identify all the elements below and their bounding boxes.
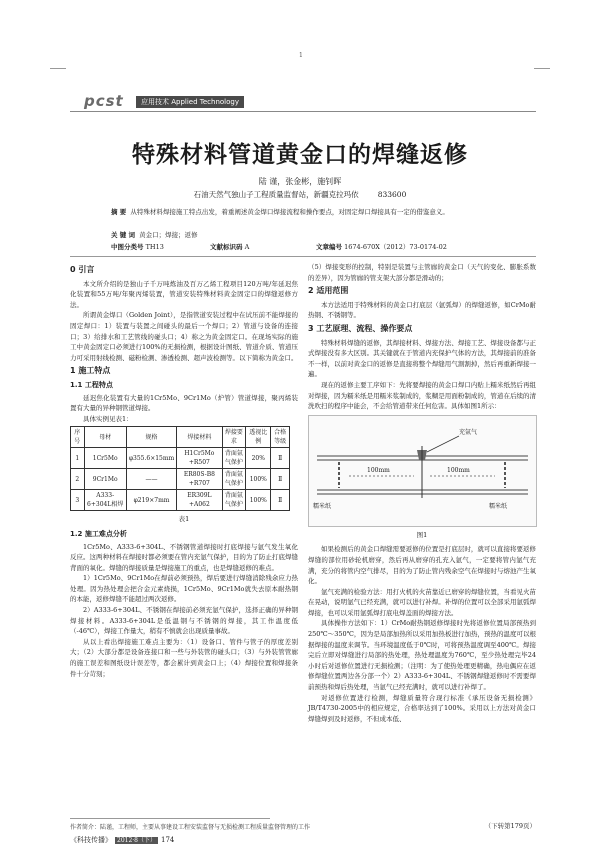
table-header: 焊接材料 bbox=[177, 427, 222, 448]
paragraph: 对返修位置进行检测，焊缝质量符合现行标准《承压设备无损检测》JB/T4730-2005中的相应规定，合格率达到了100%。采用以上方法对黄金口焊缝焊到及时返修，不但成本低、 bbox=[308, 693, 536, 723]
article-authors: 陆 谨，张金彬，施钊晖 bbox=[258, 177, 342, 186]
fig-label-dim-right: 100mm bbox=[447, 466, 470, 474]
paragraph: 特殊材料焊缝的返修，其焊接材料、焊接方法、焊接工艺、焊接设备都与正式焊接没有多大区别。其关键就在于管道内充保护气体的方法，其焊接前的准备不一样，以前对黄金口的返修是直接将整个焊缝用气割割掉，然后再重新焊接一遍。 bbox=[308, 338, 536, 379]
figure-pipe-diagram bbox=[308, 415, 537, 527]
abstract-divider bbox=[70, 256, 536, 257]
paragraph: 从以上看出焊接施工难点主要为：（1）设备口、管件与管子的厚度差别大；（2）大部分都是设备连接口和一些与外装管的碰头口；（3）与外装管管廊的施工误差和图纸设计误差等，都会累计到黄金口上；（4）焊接位置和焊接条件十分苛刻； bbox=[70, 637, 298, 678]
author-footnote: 作者简介：陆谨，工程师，主要从事建设工程安装监督与无损检测工程质量监督管理的工作 bbox=[70, 824, 311, 831]
table-header: 规格 bbox=[126, 427, 176, 448]
issue-badge: 2012·8（下） bbox=[117, 837, 156, 844]
paragraph: 1Cr5Mo、A333-6+304L、不锈钢管道焊接时打底焊接与氩气发生氧化反应。这两种材料在焊接时都必须要在管内充氩气保护，目的为了防止打底焊缝背面的氧化。焊缝的焊接质量是焊接施工的重点，也是焊缝返修的难点。 bbox=[70, 542, 298, 572]
paragraph: 所谓黄金焊口（Golden Joint），是指管道安装过程中在试压前不能焊接的固定焊口：1）装置与装置之间碰头的最后一个焊口；2）管道与设备的连接口；3）给排水和工艺管线的碰头口；4）称之为黄金固定口。在现场实际的施工中黄金固定口必须进行100%的无损检测，根据设计图纸、管道介质、管道压力可采用射线检测、磁粉检测、渗透检测、超声波检测等。以下简称为黄金口。 bbox=[70, 311, 298, 362]
table-row: 3 A333-6+304L相焊 φ219×7mm ER309L +A062 背面氩气保护 100% Ⅱ bbox=[71, 490, 290, 511]
table-header: 合格等级 bbox=[271, 427, 290, 448]
abstract-text: 从特殊材料焊接施工特点出发，着重阐述黄金焊口焊接流程和操作要点，对固定焊口焊接具有一定的借鉴意义。 bbox=[130, 208, 449, 216]
paragraph: 氩气充满的检验方法：用打火机的火苗靠近已磨穿的焊缝位置，当看见火苗在晃动，说明氩气已经充满，就可以进行补焊。补焊的位置可以全部采用氩弧焊焊接，也可以采用氩弧焊打底电焊盖面的焊接方法。 bbox=[308, 587, 536, 617]
footnote-divider bbox=[70, 818, 270, 819]
postcode: 833600 bbox=[377, 190, 407, 199]
subsection-heading: 1.2 施工难点分析 bbox=[70, 529, 127, 538]
table-caption: 表1 bbox=[178, 515, 190, 524]
fig-label-argon: 充氩气 bbox=[459, 428, 478, 436]
abstract bbox=[111, 207, 506, 218]
abstract-label: 摘 要 bbox=[111, 208, 127, 216]
fig-label-dim-left: 100mm bbox=[367, 466, 390, 474]
journal-brand-logo: pcst bbox=[84, 92, 124, 110]
paragraph: 现在的返修主要工序如下：先将要焊接的黄金口焊口内贴上糯米纸然后再组对焊接，因为糯米纸是用糯米浆制成的，浆糊是用面粉制成的，管道在后续的清洗吹扫的程序中能会，不会给管道带来任何危害。具体如图1所示： bbox=[308, 380, 536, 411]
page-mark: 1 bbox=[299, 52, 303, 59]
category-en: Applied Technology bbox=[171, 98, 239, 106]
table-header: 序号 bbox=[71, 427, 85, 448]
figure-caption: 图1 bbox=[416, 530, 428, 539]
document-code: 文献标识码 A bbox=[210, 243, 250, 251]
keywords: 关 键 词 黄金口；焊接；返修 bbox=[111, 231, 198, 239]
table-row: 2 9Cr1Mo —— ER80S-B8 +R707 背面氩气保护 100% Ⅱ bbox=[71, 469, 290, 490]
category-cn: 应用技术 bbox=[141, 98, 169, 106]
paragraph: （5）焊接变形的控制，特别是装置与主管廊的黄金口（天气的变化、膨胀系数的差异），因为管廊的管支架大部分都是滑动的； bbox=[308, 263, 536, 282]
welding-spec-table bbox=[70, 426, 290, 511]
classification-number: 中图分类号 TH13 bbox=[111, 243, 164, 251]
journal-name: 《科技传播》 bbox=[70, 836, 112, 844]
article-title: 特殊材料管道黄金口的焊缝返修 bbox=[132, 141, 468, 168]
crop-mark-right bbox=[534, 68, 550, 69]
table-header-row bbox=[71, 427, 290, 448]
subsection-heading: 1.1 工程特点 bbox=[70, 380, 113, 389]
fig-label-paper-right: 糯米纸 bbox=[489, 502, 508, 510]
paragraph: 具体操作方法如下：1）CrMo耐热钢返修焊接时先将返修位置局部预热到250℃～350℃，因为是局部加热所以采用加热板进行加热，预热的温度可以根据焊接的温度来调节。当环境温度低于0℃时，可将预热温度调至400℃。焊接完后立即对焊缝进行局部的热处理，热处理温度为760℃，至少热处理完毕24小时后对返修位置进行无损检测；（注明：为了使热处理更精确，热电偶应在返修焊缝位置两边各分部一个）2）A333-6+304L、不锈钢焊缝返修时不需要焊前预热和焊后热处理，当氩气已经充满时，就可以进行补焊了。 bbox=[308, 619, 536, 692]
section-heading: 2 适用范围 bbox=[308, 286, 349, 296]
paragraph: 如果检测后的黄金口焊缝需要返修的位置是打底层时，就可以直接将要返修焊缝的部位用砂轮机磨穿，然后再从磨穿的孔充入氩气，一定要将管内氩气充满，充分的将管内空气排尽，目的为了防止管内残余空气在焊接时与熔池产生氧化。 bbox=[308, 545, 536, 586]
paragraph: 1）1Cr5Mo、9Cr1Mo在焊前必须预热，焊后要进行焊缝消除残余应力热处理。因为热处理会把合金元素烧损，1Cr5Mo、9Cr1Mo就失去原本耐热钢的本能，返修焊缝不能超过两次返修。 bbox=[70, 574, 298, 604]
paragraph: 2）A333-6+304L、不锈钢在焊接前必须充氩气保护，选择正确的异种钢焊接材料。A333-6+304L是低温钢与不锈钢的焊接，其工作温度低（-46℃），焊接工作量大，稍有不慎就会出现质量事故。 bbox=[70, 606, 298, 636]
table-row: 1 1Cr5Mo φ355.6×15mm H1Cr5Mo +R507 背面氩气保护 20% Ⅱ bbox=[71, 448, 290, 469]
header-rule bbox=[70, 111, 536, 112]
article-affiliation: 石油天然气独山子工程质量监督站，新疆克拉玛依 833600 bbox=[193, 190, 407, 199]
right-column bbox=[308, 262, 536, 724]
paragraph: 本文所介绍的是独山子千万吨炼油及百万乙烯工程项目120万吨/年延迟焦化装置和55万吨/年聚丙烯装置，管道安装特殊材料黄金固定口的焊缝返修方法。 bbox=[70, 279, 298, 309]
continued-note: （下转第179页） bbox=[484, 822, 536, 830]
crop-mark-left bbox=[50, 68, 66, 69]
section-heading: 0 引言 bbox=[70, 265, 95, 274]
article-number: 文章编号 1674-670X（2012）73-0174-02 bbox=[316, 243, 447, 251]
section-category-tag bbox=[136, 96, 244, 108]
paragraph: 延迟焦化装置有大量的1Cr5Mo、9Cr1Mo（炉管）管道焊接，聚丙烯装置有大量的异种钢管道焊接。 bbox=[70, 393, 298, 413]
table-header: 母材 bbox=[84, 427, 126, 448]
paragraph: 本方法适用于特殊材料的黄金口打底层（氩弧焊）的焊缝返修，如CrMo耐热钢、不锈钢等。 bbox=[308, 300, 536, 320]
page-number: 174 bbox=[161, 836, 175, 844]
page-footer bbox=[70, 835, 174, 845]
table-header: 透视比例 bbox=[246, 427, 271, 448]
paragraph: 具体实例见表1： bbox=[83, 414, 133, 423]
section-heading: 3 工艺原理、流程、操作要点 bbox=[308, 323, 413, 333]
table-header: 焊接要求 bbox=[222, 427, 246, 448]
section-heading: 1 施工特点 bbox=[70, 366, 111, 376]
left-column bbox=[70, 262, 298, 679]
fig-label-paper-left: 糯米纸 bbox=[313, 502, 332, 510]
